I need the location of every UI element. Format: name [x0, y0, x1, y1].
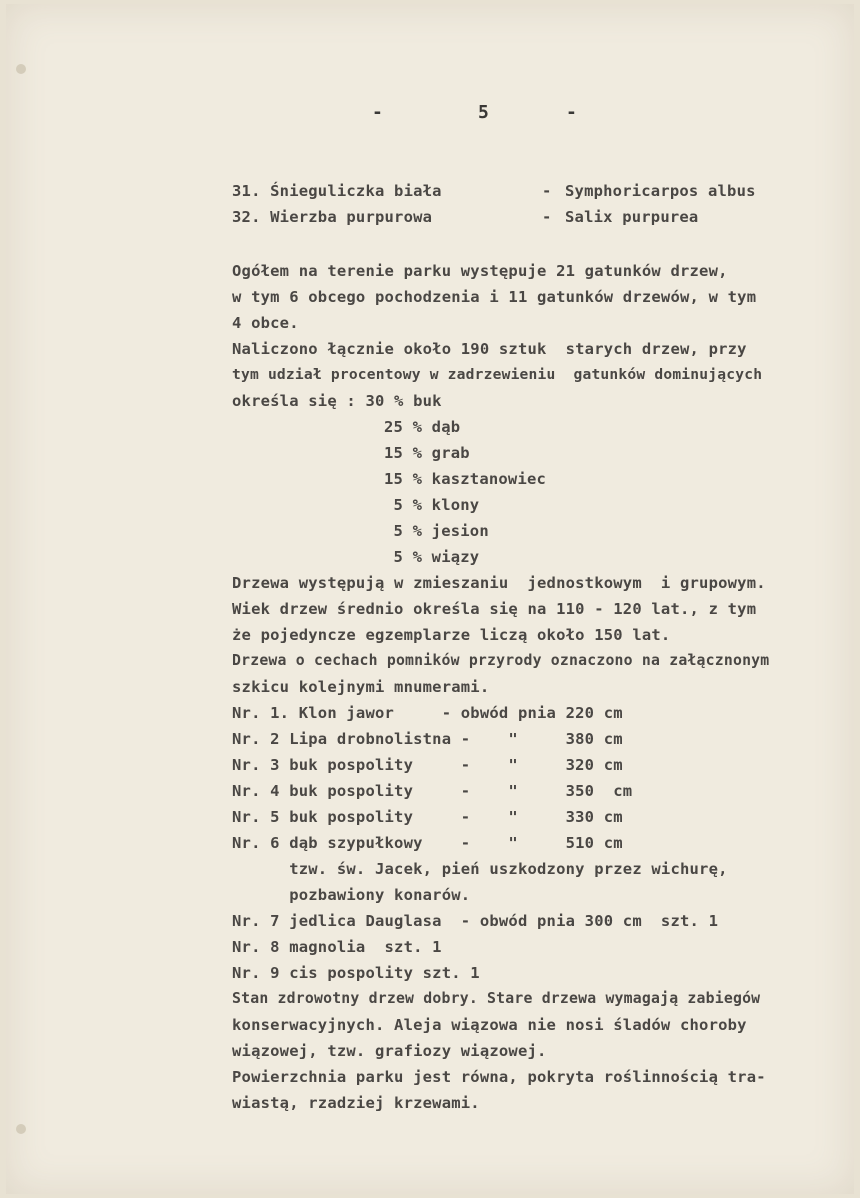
species-name: 32. Wierzba purpurowa	[232, 208, 433, 226]
text-line: Powierzchnia parku jest równa, pokryta roślinnością tra-	[232, 1068, 766, 1086]
percentage-row: 5 % wiązy	[384, 548, 480, 566]
tree-note: pozbawiony konarów.	[232, 886, 471, 904]
tree-entry: Nr. 5 buk pospolity - " 330 cm	[232, 808, 623, 826]
text-line: Drzewa występują w zmieszaniu jednostkowym i grupowym.	[232, 574, 766, 592]
punch-hole	[16, 1124, 26, 1134]
text-line: określa się : 30 % buk	[232, 392, 442, 410]
percentage-row: 5 % jesion	[384, 522, 489, 540]
tree-note: tzw. św. Jacek, pień uszkodzony przez wichurę,	[232, 860, 728, 878]
species-latin: Salix purpurea	[565, 208, 699, 226]
tree-entry: Nr. 3 buk pospolity - " 320 cm	[232, 756, 623, 774]
tree-entry: Nr. 4 buk pospolity - " 350 cm	[232, 782, 633, 800]
text-line: szkicu kolejnymi mnumerami.	[232, 678, 490, 696]
text-line: 4 obce.	[232, 314, 299, 332]
species-separator: -	[542, 208, 552, 226]
percentage-row: 25 % dąb	[384, 418, 461, 436]
percentage-row: 5 % klony	[384, 496, 480, 514]
text-line: wiązowej, tzw. grafiozy wiązowej.	[232, 1042, 547, 1060]
punch-hole	[16, 64, 26, 74]
tree-entry: Nr. 9 cis pospolity szt. 1	[232, 964, 480, 982]
species-separator: -	[542, 182, 552, 200]
text-line: Drzewa o cechach pomników przyrody oznaczono na załącznonym	[232, 652, 770, 669]
species-name: 31. Śnieguliczka biała	[232, 182, 442, 200]
text-line: Ogółem na terenie parku występuje 21 gatunków drzew,	[232, 262, 728, 280]
tree-entry: Nr. 8 magnolia szt. 1	[232, 938, 442, 956]
text-line: tym udział procentowy w zadrzewieniu gatunków dominujących	[232, 366, 763, 383]
text-line: w tym 6 obcego pochodzenia i 11 gatunków drzewów, w tym	[232, 288, 757, 306]
percentage-row: 15 % kasztanowiec	[384, 470, 547, 488]
dash-right: -	[566, 102, 577, 123]
text-line: że pojedyncze egzemplarze liczą około 150 lat.	[232, 626, 671, 644]
text-line: Wiek drzew średnio określa się na 110 - 120 lat., z tym	[232, 600, 757, 618]
tree-entry: Nr. 6 dąb szypułkowy - " 510 cm	[232, 834, 623, 852]
text-line: Stan zdrowotny drzew dobry. Stare drzewa wymagają zabiegów	[232, 990, 761, 1007]
tree-entry: Nr. 2 Lipa drobnolistna - " 380 cm	[232, 730, 623, 748]
percentage-row: 15 % grab	[384, 444, 470, 462]
text-line: konserwacyjnych. Aleja wiązowa nie nosi śladów choroby	[232, 1016, 747, 1034]
page-number: 5	[478, 102, 489, 123]
dash-left: -	[372, 102, 383, 123]
tree-entry: Nr. 1. Klon jawor - obwód pnia 220 cm	[232, 704, 623, 722]
species-latin: Symphoricarpos albus	[565, 182, 756, 200]
tree-entry: Nr. 7 jedlica Dauglasa - obwód pnia 300 cm szt. 1	[232, 912, 719, 930]
text-line: wiastą, rzadziej krzewami.	[232, 1094, 480, 1112]
text-line: Naliczono łącznie około 190 sztuk starych drzew, przy	[232, 340, 747, 358]
